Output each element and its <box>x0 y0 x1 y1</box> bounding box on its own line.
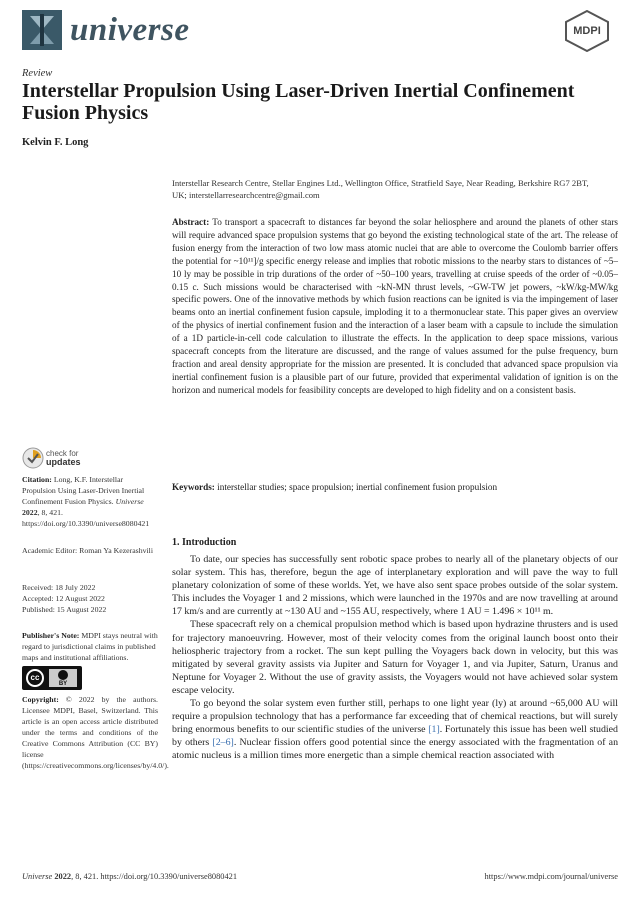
reference-link[interactable]: [2–6] <box>212 737 234 749</box>
check-for-updates[interactable] <box>22 447 158 471</box>
paragraph-text: . Nuclear fission offers good potential since the energy associated with the fragmentation of an atomic nucleus is a million times more energetic than a simple chemical reaction associated with <box>172 737 619 762</box>
author-name: Kelvin F. Long <box>22 137 89 148</box>
article-dates <box>22 582 158 615</box>
by-icon <box>49 669 77 687</box>
footer-journal-url[interactable]: https://www.mdpi.com/journal/universe <box>484 872 618 881</box>
publisher-note-text: MDPI stays neutral with regard to jurisdictional claims in published maps and institutional affiliations. <box>22 631 158 662</box>
cc-icon: cc <box>26 669 44 687</box>
affiliation: Interstellar Research Centre, Stellar Engines Ltd., Wellington Office, Stratfield Saye, Near Reading, Berkshire RG7 2BT, UK; interstellarresearchcentre@gmail.com <box>172 178 589 200</box>
footer-year: 2022 <box>54 872 72 881</box>
academic-editor: Academic Editor: Roman Ya Kezerashvili <box>22 546 153 555</box>
keywords <box>172 481 618 493</box>
footer-journal: Universe <box>22 872 53 881</box>
keywords-text: interstellar studies; space propulsion; inertial confinement fusion propulsion <box>217 482 498 492</box>
citation-year: 2022 <box>22 508 38 517</box>
copyright-label: Copyright: <box>22 695 59 704</box>
citation-journal: Universe <box>115 497 144 506</box>
check-line-2: updates <box>46 457 81 467</box>
publisher-note-label: Publisher's Note: <box>22 631 80 640</box>
copyright-text: © 2022 by the authors. Licensee MDPI, Basel, Switzerland. This article is an open access article distributed under the terms and conditions of the Creative Commons Attribution (CC BY) license (https://creativecommons.org/licenses/by/4.0/). <box>22 695 169 770</box>
journal-name[interactable]: universe <box>70 12 190 48</box>
cc-by-license-badge[interactable] <box>22 666 82 690</box>
received-date: Received: 18 July 2022 <box>22 583 96 592</box>
keywords-label: Keywords: <box>172 482 215 492</box>
mdpi-logo[interactable] <box>564 10 610 52</box>
article-title: Interstellar Propulsion Using Laser-Driven Inertial Confinement Fusion Physics <box>22 80 575 124</box>
copyright <box>22 694 169 771</box>
by-label: BY <box>58 681 68 687</box>
published-date: Published: 15 August 2022 <box>22 605 107 614</box>
check-updates-text <box>46 449 81 467</box>
reference-link[interactable]: [1] <box>428 724 440 736</box>
abstract-label: Abstract: <box>172 217 210 227</box>
publisher-note <box>22 630 158 663</box>
paragraph: These spacecraft rely on a chemical propulsion method which is based upon hydrazine thrusters and is used for trajectory manoeuvring. However, most of their velocity comes from the original launch boost onto their heliospheric trajectory from a rocket. The sun kept pulling the Voyagers back down in velocity, but this was mitigated by several gravity assists via Jupiter and Saturn for Voyager 1, and via Jupiter, Saturn, Uranus and Neptune for Voyager 2. Without the use of gravity assists, the Voyagers would not have achieved solar system escape velocity. <box>172 619 618 696</box>
citation-label: Citation: <box>22 475 52 484</box>
section-heading: 1. Introduction <box>172 537 237 548</box>
citation <box>22 474 158 529</box>
mdpi-logo-text: MDPI <box>573 25 601 37</box>
article-type: Review <box>22 68 53 79</box>
citation-text: Long, K.F. Interstellar Propulsion Using Laser-Driven Inertial Confinement Fusion Physics. <box>22 475 145 506</box>
citation-doi[interactable]: , 8, 421. https://doi.org/10.3390/universe8080421 <box>22 508 150 528</box>
paragraph <box>172 697 618 762</box>
accepted-date: Accepted: 12 August 2022 <box>22 594 105 603</box>
check-updates-icon <box>22 447 44 469</box>
footer-doi[interactable]: , 8, 421. https://doi.org/10.3390/universe8080421 <box>71 872 238 881</box>
abstract <box>172 216 618 397</box>
journal-logo <box>22 10 62 50</box>
check-line-1: check for <box>46 449 79 458</box>
paragraph-text: To go beyond the solar system even further still, perhaps to one light year (ly) at around ~65,000 AU will require a propulsion technology that has a performance far exceeding that of chemical reactions, but will surely bring enormous benefits to our scientific studies of the universe <box>172 698 618 736</box>
abstract-text: To transport a spacecraft to distances far beyond the solar heliosphere and around the planets of other stars will require advanced space propulsion systems that go beyond the existing technological state of the art. The release of fusion energy from the interaction of two low mass atomic nuclei that are able to overcome the Coulomb barrier offers the potential for ~10¹¹]/g specific energy release and implies that robotic missions to the nearby stars to distances of ~5–10 ly may be possible in trip durations of the order of ~50–100 years, travelling at cruise speeds of the order of ~0.05–0.15 c. Such missions would be characterised with ~kN-MN thrust levels, ~GW-TW jet powers, ~kW/kg-MW/kg specific powers. One of the innovative methods by which fusion reactions can be ignited is via the impingement of laser beams onto an inertial confinement fusion capsule, imploding it to a thermonuclear state. This paper gives an overview of the physics of inertial confinement fusion and the interaction of a laser beam with a capsule to include the simulation of a 1D particle-in-cell code calculation to illustrate the effects. In the application to deep space missions, various spacecraft concepts from the literature are discussed, and the range of values assumed for the pulse frequency, burn fraction and areal density appropriate for the mission are presented. It is concluded that advanced space propulsion via inertial confinement fusion is a plausible part of our future, provided that experimental validation of ignition is on the horizon and numerical models for feasibility concepts are developed to high fidelity and on a consistent basis. <box>172 217 618 395</box>
paragraph-text: . Fortunately this issue has been well studied by others <box>172 724 618 749</box>
paragraph: To date, our species has successfully sent robotic space probes to nearly all of the planetary objects of our solar system. This has, therefore, begun the age of interplanetary exploration and will pave the way to full planetary colonization of some of these worlds. Yet, we have also sent space probes outside of the solar system. This includes the Voyager 1 and 2 missions, which were launched in the 1970s and are now travelling at around 17 km/s and are currently at ~130 AU and ~155 AU, respectively, where 1 AU = 1.496 × 10¹¹ m. <box>172 554 618 618</box>
journal-header <box>22 10 614 54</box>
page-footer <box>22 872 618 881</box>
section-body <box>172 553 618 763</box>
